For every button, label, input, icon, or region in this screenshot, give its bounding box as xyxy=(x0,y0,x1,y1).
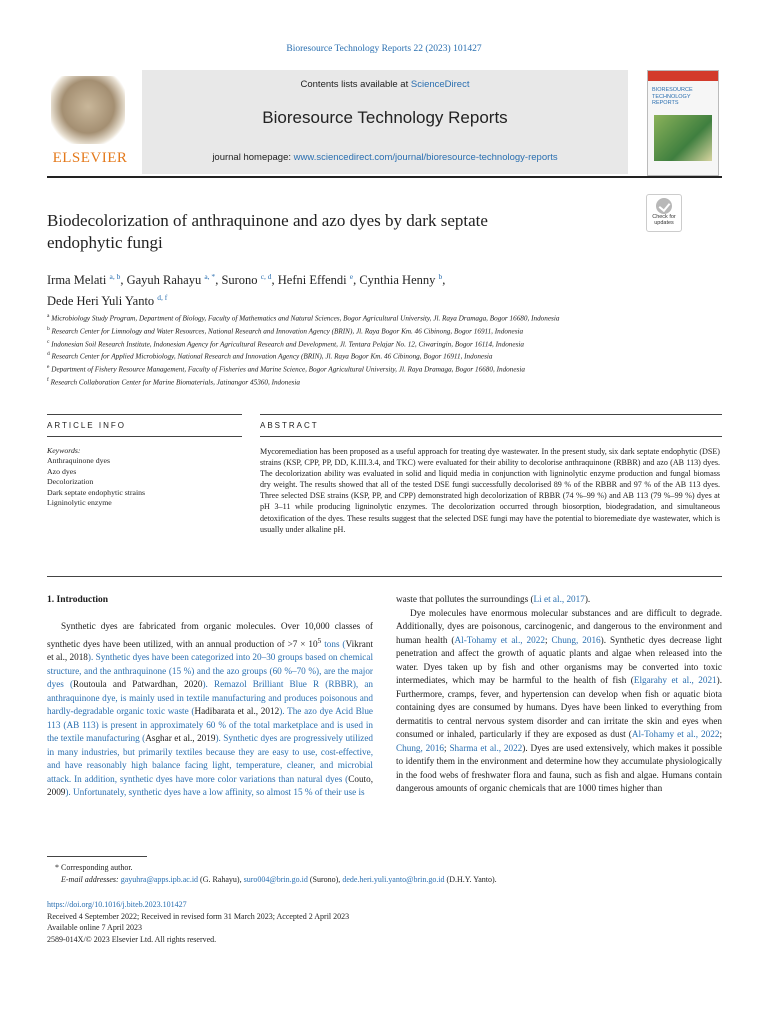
received-dates: Received 4 September 2022; Received in revised form 31 March 2023; Accepted 2 April 2023 xyxy=(47,911,350,921)
citation-link[interactable]: ). Synthetic dyes are progressively utilized in many industries, but primarily textiles because they are easy to use, cost-effective, and have reasonably high balance facing light, temperature, cleaner, and microbial attack. In addition, synthetic dyes have more color variations than natural dyes ( xyxy=(47,733,374,784)
body-column-right xyxy=(396,593,722,796)
keyword-item: Azo dyes xyxy=(47,466,77,476)
body-text: Routoula and Patwardhan, 2020 xyxy=(73,679,203,690)
elsevier-tree-icon xyxy=(51,76,125,144)
author-affiliation-ref[interactable]: e xyxy=(349,272,354,281)
section-heading-introduction: 1. Introduction xyxy=(47,595,109,605)
author-affiliation-ref[interactable]: a, b xyxy=(109,272,121,281)
body-text: ; xyxy=(544,634,552,645)
corresponding-author-note: * Corresponding author. xyxy=(55,863,133,872)
affiliation-marker: c xyxy=(47,338,50,345)
affiliation-text: Indonesian Soil Research Institute, Indonesian Agency for Agricultural Research and Development, Jl. Tentara Pelajar No. 12, Ciwaringin, Bogor 16114, Indonesia xyxy=(49,339,524,348)
article-info-heading: ARTICLE INFO xyxy=(47,421,126,430)
affiliation-marker: e xyxy=(47,364,50,371)
citation-link[interactable]: ). Remazol Brilliant Blue R (RBBR), an anthraquinone dye, is mainly used in textile manufacturing and produces poisonous and hardly-degradable organic toxic waste ( xyxy=(47,679,374,717)
body-text: ). Synthetic dyes decrease light penetration and affect the growth of aquatic plants and algae when released into the water. Dyes taken up by fish and other organisms may be converted into toxic intermediates, which may be harmful to the health of fish ( xyxy=(396,634,722,685)
affiliation-item xyxy=(47,324,687,337)
title-line-2: endophytic fungi xyxy=(47,233,163,252)
journal-homepage-link[interactable]: www.sciencedirect.com/journal/bioresource-technology-reports xyxy=(293,152,558,163)
citation-link[interactable]: Li et al., 2017 xyxy=(533,594,585,604)
body-text: Dye molecules have enormous molecular substances and are difficult to degrade. Additionally, dyes are poisonous, carcinogenic, and dangerous to the environment and human health ( xyxy=(396,607,722,645)
footnote-rule xyxy=(47,856,147,857)
keywords-block xyxy=(47,446,237,508)
masthead-divider xyxy=(47,176,722,178)
homepage-prefix: journal homepage: xyxy=(212,152,294,163)
keywords-label: Keywords: xyxy=(47,446,81,455)
affiliation-item xyxy=(47,311,687,324)
publisher-name: ELSEVIER xyxy=(52,150,128,166)
author-affiliation-ref[interactable]: c, d xyxy=(260,272,272,281)
affiliation-item xyxy=(47,362,687,375)
body-text: Asghar et al., 2019 xyxy=(145,733,216,744)
abstract-bottom-rule xyxy=(47,576,722,577)
available-online: Available online 7 April 2023 xyxy=(47,923,142,932)
body-text: Synthetic dyes are fabricated from organic molecules. Over 10,000 classes of synthetic dyes have been utilized, with an annual production of >7 × 10 xyxy=(47,621,373,649)
affiliation-text: Research Center for Limnology and Water Resources, National Research and Innovation Agency (BRIN), Jl. Raya Bogor Km. 46 Cibinong, Bogor 16911, Indonesia xyxy=(49,327,524,336)
citation-link[interactable]: Chung, 2016 xyxy=(551,634,601,645)
publication-info xyxy=(47,899,727,945)
email-link[interactable]: suro004@brin.go.id xyxy=(243,875,308,884)
exponent: 5 xyxy=(317,635,322,645)
keyword-item: Ligninolytic enzyme xyxy=(47,498,112,508)
citation-link[interactable]: ). Synthetic dyes have been categorized into 20–30 groups based on chemical structure, and the anthraquinone (15 %) and the azo groups (60 %–70 %), are the major dyes ( xyxy=(47,652,373,690)
affiliation-text: Department of Fishery Resource Management, Faculty of Fisheries and Marine Science, Bogor Agricultural University, Jl. Raya Dramaga, Bogor 16680, Indonesia xyxy=(49,365,525,374)
journal-cover-thumbnail[interactable] xyxy=(647,70,719,176)
journal-title: Bioresource Technology Reports xyxy=(262,108,508,127)
article-info-mid-rule xyxy=(47,436,242,437)
sciencedirect-link[interactable]: ScienceDirect xyxy=(410,79,470,90)
author-separator: , xyxy=(271,273,278,288)
author-separator: , xyxy=(215,273,222,288)
author-name[interactable]: Dede Heri Yuli Yanto xyxy=(47,294,155,309)
author-list xyxy=(47,268,667,310)
author-separator: , xyxy=(120,273,127,288)
citation-link[interactable]: Chung, 2016 xyxy=(396,742,445,753)
email-addresses xyxy=(47,874,727,886)
body-column-left xyxy=(47,620,373,800)
email-label: E-mail addresses: xyxy=(61,875,121,884)
body-text: ). Furthermore, cramps, fever, and hypertension can develop when fish or aquatic biota containing dyes are consumed by humans. Dyes have been linked to everything from dermatitis to central nervous system disorder and can irritate the skin and eyes when consumed or inhaled, particularly if they are exposed as dust ( xyxy=(396,675,722,739)
check-updates-icon xyxy=(656,198,672,214)
paragraph xyxy=(47,620,373,800)
email-owner: (D.H.Y. Yanto). xyxy=(444,875,497,884)
cover-band xyxy=(648,71,718,81)
abstract-mid-rule xyxy=(260,436,722,437)
body-text: Hadibarata et al., 2012 xyxy=(194,706,280,717)
keyword-item: Dark septate endophytic strains xyxy=(47,487,146,497)
email-link[interactable]: dede.heri.yuli.yanto@brin.go.id xyxy=(342,875,445,884)
author-affiliation-ref[interactable]: a, * xyxy=(204,272,216,281)
body-text: Vikrant et al., 2018 xyxy=(47,638,374,663)
issn-copyright: 2589-014X/© 2023 Elsevier Ltd. All rights reserved. xyxy=(47,934,217,944)
citation-link[interactable]: Sharma et al., 2022 xyxy=(449,742,523,753)
author-name[interactable]: Surono xyxy=(221,273,258,288)
affiliation-marker: a xyxy=(47,313,50,319)
affiliation-text: Research Center for Applied Microbiology, National Research and Innovation Agency (BRIN), Jl. Raya Bogor Km. 46 Cibinong, Bogor 16911, Indonesia xyxy=(49,352,493,361)
affiliation-marker: f xyxy=(47,376,49,383)
keyword-item: Anthraquinone dyes xyxy=(47,456,111,466)
citation-link[interactable]: Elgarahy et al., 2021 xyxy=(633,675,717,685)
paragraph xyxy=(396,607,722,796)
affiliation-marker: d xyxy=(47,351,50,358)
author-affiliation-ref[interactable]: d, f xyxy=(157,293,168,303)
updates-label-1: Check for xyxy=(652,214,676,220)
abstract-heading: ABSTRACT xyxy=(260,421,319,430)
body-text: ; xyxy=(444,742,450,753)
body-text: ; xyxy=(719,729,722,739)
author-name[interactable]: Hefni Effendi xyxy=(277,273,347,288)
keyword-item: Decolorization xyxy=(47,477,94,487)
homepage-line xyxy=(142,152,628,163)
citation-link[interactable]: ). Unfortunately, synthetic dyes have a low affinity, so almost 15 % of their use is xyxy=(65,787,365,798)
check-for-updates-button[interactable] xyxy=(646,194,682,232)
author-name[interactable]: Cynthia Henny xyxy=(359,273,436,288)
affiliation-marker: b xyxy=(47,325,50,332)
email-link[interactable]: gayuhra@apps.ipb.ac.id xyxy=(120,875,199,884)
body-text: ). Dyes are used extensively, which makes it possible to identify them in the environment and determine how they accumulate physiologically in the food webs of freshwater flora and fauna, such as fish and algae. Humans contain dangerous amounts of organic chemicals that are 1000 times higher than xyxy=(396,742,722,793)
author-separator: , xyxy=(353,273,360,288)
body-text: ). xyxy=(584,594,591,604)
masthead-banner xyxy=(142,70,628,174)
citation-link[interactable]: ). The azo dye Acid Blue 113 (AB 113) is present in approximately 60 % of the total marketplace and is used in the textile manufacturing ( xyxy=(47,706,374,744)
author-name[interactable]: Irma Melati xyxy=(47,273,107,288)
body-text: Couto, 2009 xyxy=(47,773,373,798)
elsevier-logo[interactable] xyxy=(47,70,133,174)
citation-link[interactable]: Al-Tohamy et al., 2022 xyxy=(631,729,720,739)
affiliation-text: Microbiology Study Program, Department of Biology, Faculty of Mathematics and Natural Sciences, Bogor Agricultural University, Jl. Raya Dramaga, Bogor 16680, Indonesia xyxy=(49,314,560,323)
body-text: waste that pollutes the surroundings ( xyxy=(396,594,534,604)
citation-link[interactable]: tons ( xyxy=(321,638,346,649)
running-head[interactable]: Bioresource Technology Reports 22 (2023) 101427 xyxy=(286,44,482,54)
paragraph-continuation xyxy=(396,593,722,607)
doi-link[interactable]: https://doi.org/10.1016/j.biteb.2023.101427 xyxy=(47,900,187,909)
author-affiliation-ref[interactable]: b xyxy=(438,272,443,281)
affiliation-item xyxy=(47,375,687,388)
affiliation-text: Research Collaboration Center for Marine Biomaterials, Jatinangor 45360, Indonesia xyxy=(48,378,300,387)
footnotes xyxy=(47,862,727,886)
affiliation-item xyxy=(47,349,687,362)
contents-line xyxy=(142,79,628,90)
journal-masthead xyxy=(47,70,628,174)
updates-label-2: updates xyxy=(654,220,674,226)
contents-prefix: Contents lists available at xyxy=(300,79,411,90)
title-line-1: Biodecolorization of anthraquinone and azo dyes by dark septate xyxy=(47,211,488,230)
abstract-top-rule xyxy=(260,414,722,415)
article-info-top-rule xyxy=(47,414,242,415)
affiliation-list xyxy=(47,311,687,388)
cover-image xyxy=(654,115,712,161)
affiliation-item xyxy=(47,337,687,350)
abstract-text: Mycoremediation has been proposed as a useful approach for treating dye wastewater. In the present study, six dark septate endophytic (DSE) strains (KSP, CPP, PP, DD, K.III.3.4, and TKC) were evaluated for their ability to decolorise anthraquinone (RBBR) and azo (AB 113) dyes. The decolorization ability was evaluated in solid and liquid media in conjunction with ligninolytic enzyme production and fungal biomass dry weight. The results showed that all of the tested DSE fungi successfully decolorised 89 % of the RBBR and 97 % of the AB 113 dyes. Three selected DSE strains (KSP, PP, and CPP) demonstrated high decolorization of RBBR (74 %–99 %) and AB 113 (79 %–99 %) dyes at pH 3–11 while producing ligninolytic enzymes. The decolorization occurred through biosorption, biodegradation, and simultaneous detoxification of the dyes. These results suggest that the selected DSE fungi may have the potential to bioremediate dye wastewater, which is usually under alkaline pH. xyxy=(260,447,720,534)
citation-link[interactable]: Al-Tohamy et al., 2022 xyxy=(454,634,545,645)
author-name[interactable]: Gayuh Rahayu xyxy=(126,273,202,288)
article-title xyxy=(47,210,627,254)
email-owner: (G. Rahayu), xyxy=(198,875,244,884)
author-separator: , xyxy=(442,273,446,288)
email-owner: (Surono), xyxy=(307,875,343,884)
cover-title: BIORESOURCE TECHNOLOGY REPORTS xyxy=(652,87,693,106)
